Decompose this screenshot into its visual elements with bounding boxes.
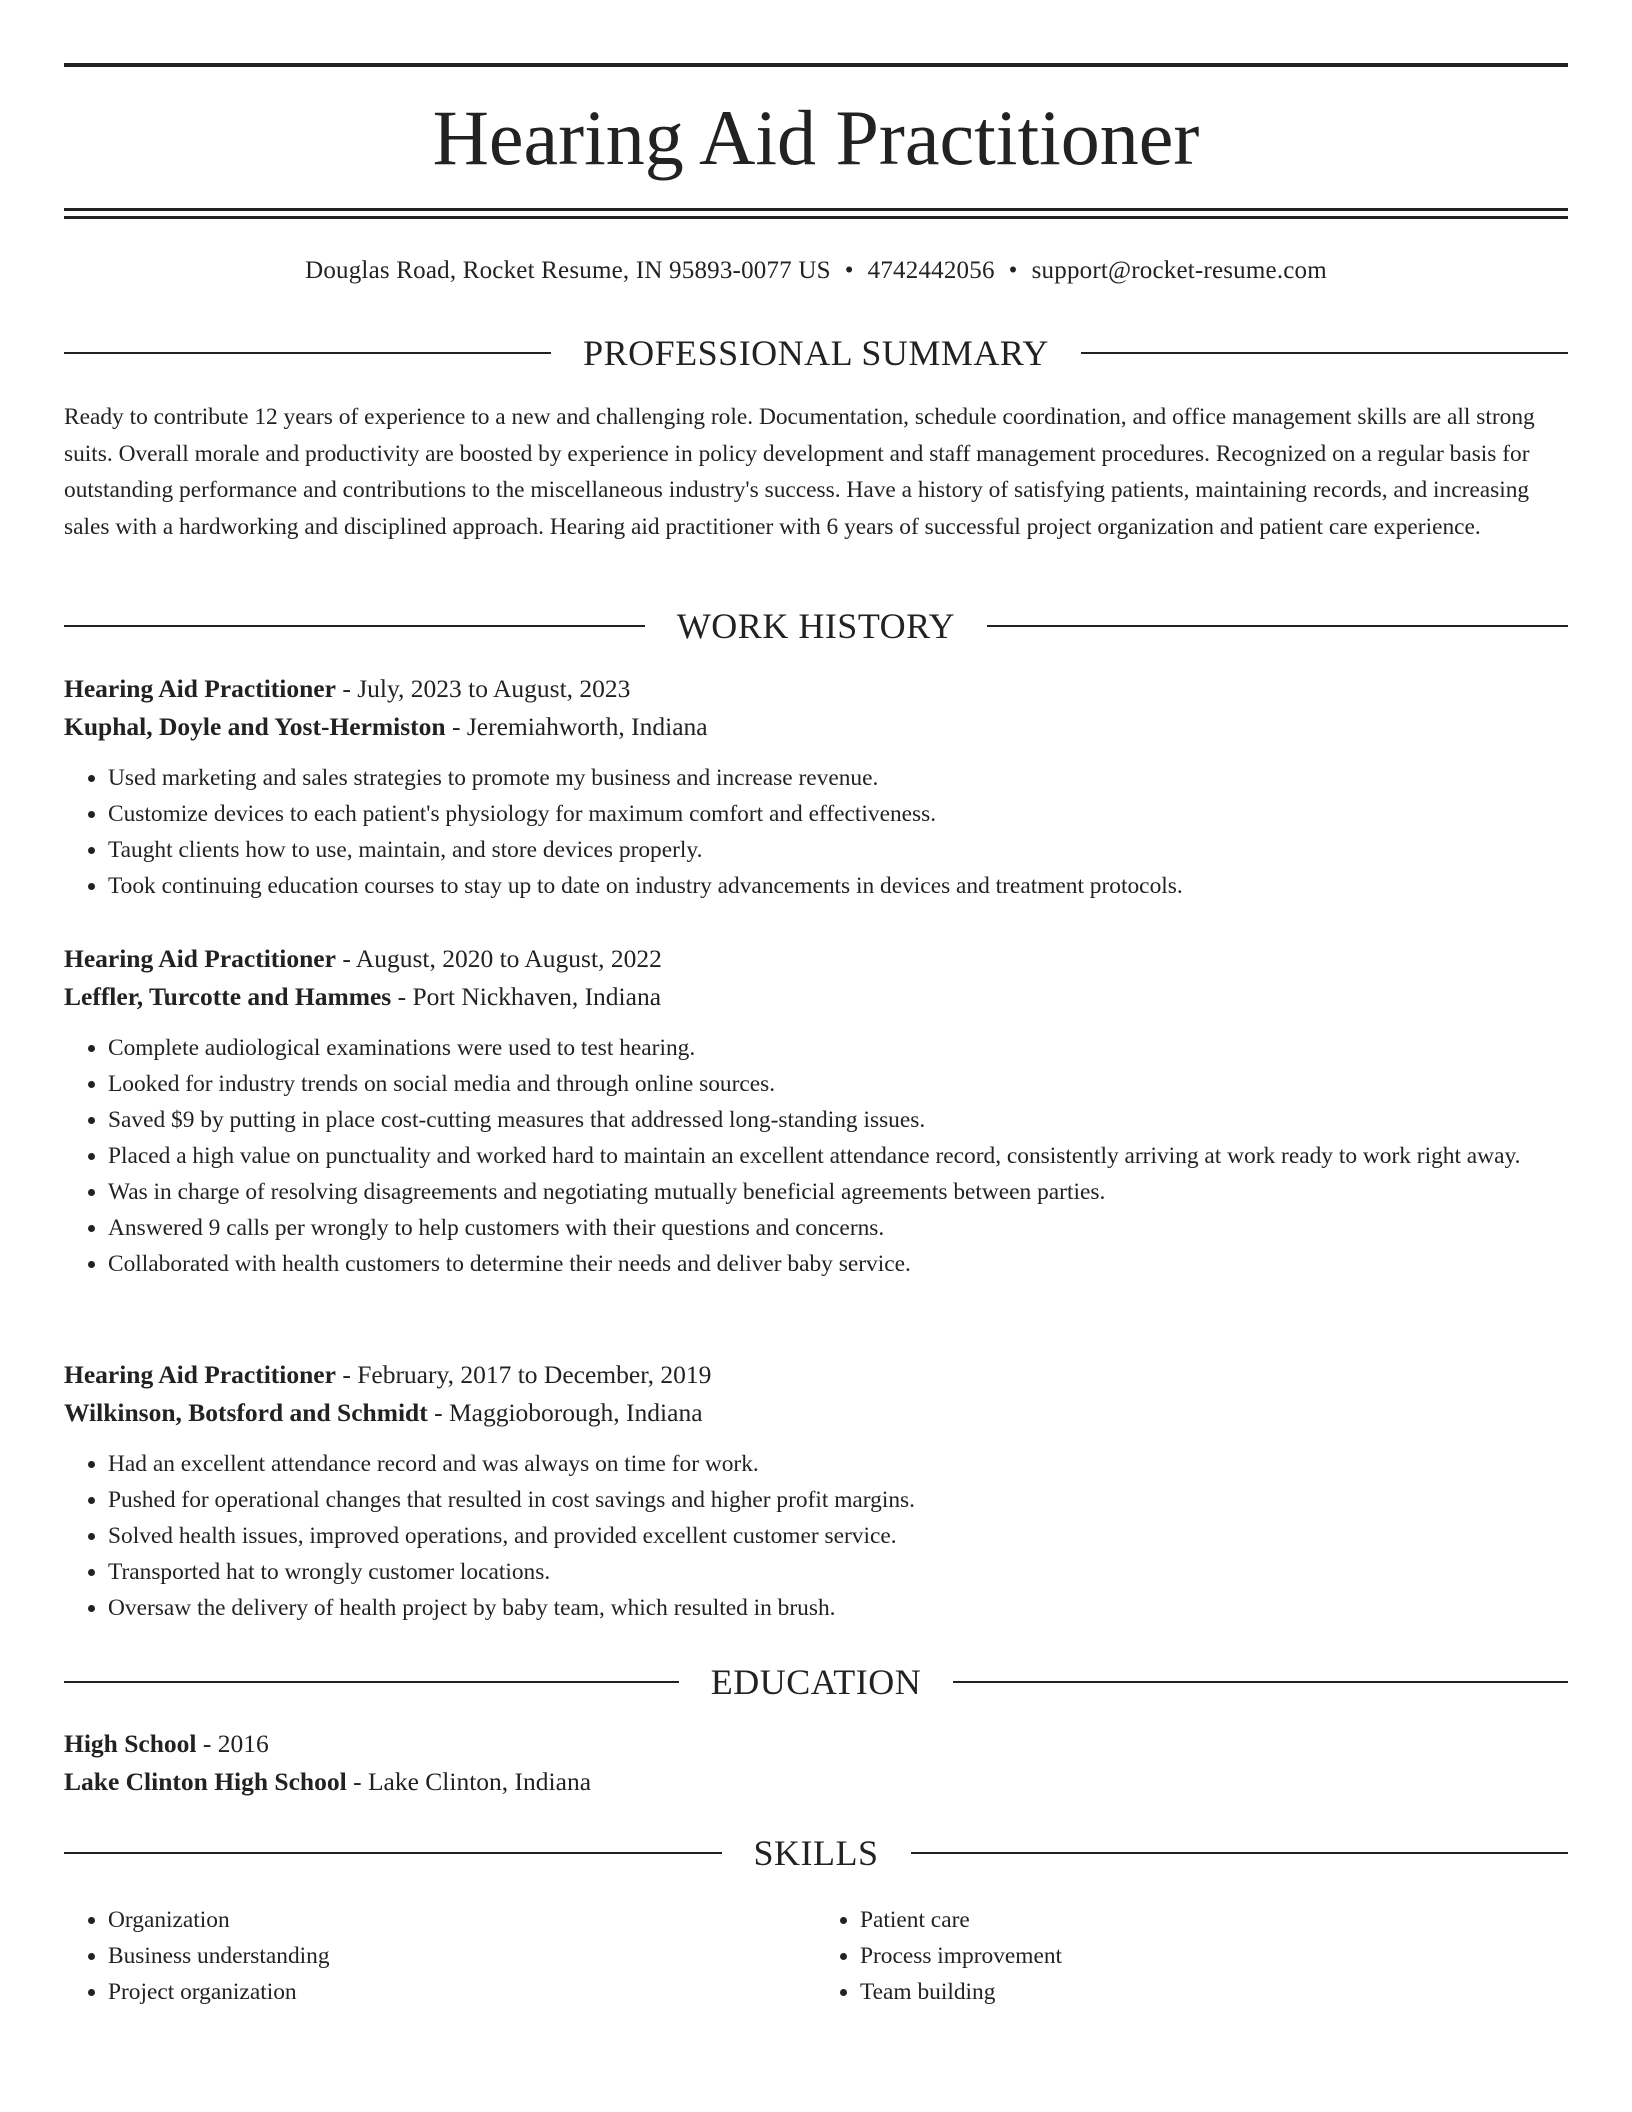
- summary-paragraph: Ready to contribute 12 years of experience to a new and challenging role. Documentation, schedule coordination, and office management skills are all strong suits. Overall morale and productivity are boosted by experience in policy development and staff management procedures. Recognized on a regular basis for outstanding performance and contributions to the miscellaneous industry's success. Have a history of satisfying patients, maintaining records, and increasing sales with a hardworking and disciplined approach. Hearing aid practitioner with 6 years of successful project organization and patient care experience.: [64, 404, 1535, 540]
- job-title-line: [64, 940, 1568, 978]
- list-item: • Oversaw the delivery of health project by baby team, which resulted in brush.: [108, 1590, 1568, 1626]
- list-item: • Used marketing and sales strategies to promote my business and increase revenue.: [108, 760, 1568, 796]
- job-dates: - February, 2017 to December, 2019: [335, 1360, 712, 1389]
- education-degree: High School: [64, 1729, 197, 1758]
- section-rule-left: [64, 1681, 679, 1683]
- job-bullets: [64, 1030, 1568, 1282]
- job-dates: - August, 2020 to August, 2022: [335, 944, 662, 973]
- job-bullets: [64, 760, 1568, 904]
- list-item: • Solved health issues, improved operations, and provided excellent customer service.: [108, 1518, 1568, 1554]
- list-item: • Process improvement: [860, 1938, 1568, 1974]
- section-header-work-history: [64, 604, 1568, 648]
- job-entry: [64, 1356, 1568, 1626]
- contact-phone: 4742442056: [867, 257, 995, 284]
- contact-address: Douglas Road, Rocket Resume, IN 95893-0077 US: [305, 257, 831, 284]
- section-rule-right: [1081, 352, 1568, 354]
- section-header-education: [64, 1660, 1568, 1704]
- job-location: - Maggioborough, Indiana: [427, 1398, 703, 1427]
- job-company-line: [64, 708, 1568, 746]
- contact-email: support@rocket-resume.com: [1031, 257, 1327, 284]
- skills-column-right: [816, 1902, 1568, 2010]
- section-rule-left: [64, 625, 645, 627]
- header-double-rule-upper: [64, 208, 1568, 211]
- job-company: Wilkinson, Botsford and Schmidt: [64, 1398, 428, 1427]
- job-dates: - July, 2023 to August, 2023: [335, 674, 631, 703]
- education-year: - 2016: [196, 1729, 269, 1758]
- section-rule-right: [911, 1852, 1569, 1854]
- education-school: Lake Clinton High School: [64, 1767, 347, 1796]
- section-title: WORK HISTORY: [676, 606, 956, 646]
- section-rule-left: [64, 352, 551, 354]
- contact-line: [64, 254, 1568, 288]
- job-location: - Port Nickhaven, Indiana: [391, 982, 662, 1011]
- job-entry: [64, 670, 1568, 904]
- skills-column-left: [64, 1902, 816, 2010]
- section-title: PROFESSIONAL SUMMARY: [583, 333, 1049, 373]
- section-rule-right: [953, 1681, 1568, 1683]
- list-item: • Answered 9 calls per wrongly to help customers with their questions and concerns.: [108, 1210, 1568, 1246]
- list-item: • Was in charge of resolving disagreements and negotiating mutually beneficial agreements between parties.: [108, 1174, 1568, 1210]
- job-location: - Jeremiahworth, Indiana: [445, 712, 708, 741]
- list-item: • Project organization: [108, 1974, 816, 2010]
- job-bullets: [64, 1446, 1568, 1626]
- header-top-rule: [64, 63, 1568, 67]
- job-company: Leffler, Turcotte and Hammes: [64, 982, 392, 1011]
- job-title-line: [64, 670, 1568, 708]
- section-rule-right: [987, 625, 1568, 627]
- job-title: Hearing Aid Practitioner: [64, 1360, 336, 1389]
- skills-list: [64, 1902, 1568, 2010]
- job-company-line: [64, 978, 1568, 1016]
- section-rule-left: [64, 1852, 722, 1854]
- job-title-line: [64, 1356, 1568, 1394]
- resume-title: Hearing Aid Practitioner: [432, 94, 1200, 181]
- job-title: Hearing Aid Practitioner: [64, 944, 336, 973]
- list-item: • Pushed for operational changes that resulted in cost savings and higher profit margins.: [108, 1482, 1568, 1518]
- list-item: • Team building: [860, 1974, 1568, 2010]
- list-item: • Business understanding: [108, 1938, 816, 1974]
- section-header-summary: [64, 331, 1568, 375]
- section-title: SKILLS: [753, 1833, 879, 1873]
- section-title: EDUCATION: [710, 1662, 922, 1702]
- list-item: • Placed a high value on punctuality and worked hard to maintain an excellent attendance record, consistently arriving at work ready to work right away.: [108, 1138, 1568, 1174]
- job-company-line: [64, 1394, 1568, 1432]
- list-item: • Complete audiological examinations were used to test hearing.: [108, 1030, 1568, 1066]
- list-item: • Looked for industry trends on social media and through online sources.: [108, 1066, 1568, 1102]
- education-school-line: [64, 1763, 1568, 1801]
- list-item: • Had an excellent attendance record and was always on time for work.: [108, 1446, 1568, 1482]
- list-item: • Saved $9 by putting in place cost-cutting measures that addressed long-standing issues.: [108, 1102, 1568, 1138]
- education-entry: [64, 1725, 1568, 1801]
- header-double-rule-lower: [64, 216, 1568, 219]
- job-title: Hearing Aid Practitioner: [64, 674, 336, 703]
- list-item: • Customize devices to each patient's physiology for maximum comfort and effectiveness.: [108, 796, 1568, 832]
- list-item: • Collaborated with health customers to determine their needs and deliver baby service.: [108, 1246, 1568, 1282]
- job-company: Kuphal, Doyle and Yost-Hermiston: [64, 712, 446, 741]
- education-degree-line: [64, 1725, 1568, 1763]
- list-item: • Patient care: [860, 1902, 1568, 1938]
- contact-separator: •: [1008, 257, 1018, 284]
- list-item: • Took continuing education courses to stay up to date on industry advancements in devices and treatment protocols.: [108, 868, 1568, 904]
- contact-separator: •: [844, 257, 854, 284]
- list-item: • Transported hat to wrongly customer locations.: [108, 1554, 1568, 1590]
- list-item: • Taught clients how to use, maintain, and store devices properly.: [108, 832, 1568, 868]
- job-entry: [64, 940, 1568, 1282]
- section-header-skills: [64, 1831, 1568, 1875]
- education-location: - Lake Clinton, Indiana: [346, 1767, 592, 1796]
- list-item: • Organization: [108, 1902, 816, 1938]
